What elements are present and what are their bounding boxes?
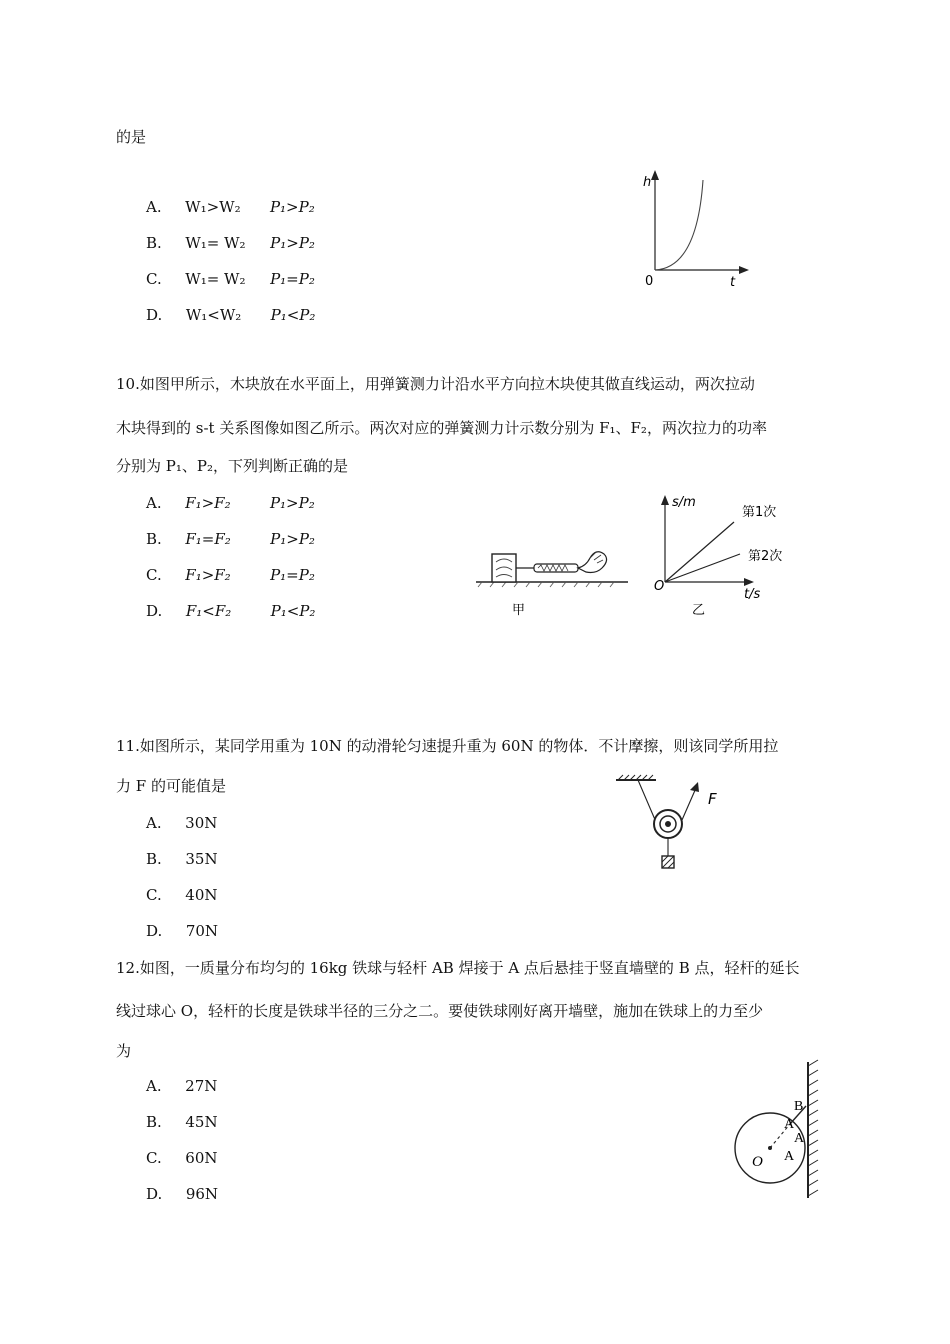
- option-value: 35N: [185, 850, 218, 868]
- option-label: A.: [146, 1077, 162, 1095]
- option-power: P₁>P₂: [270, 234, 315, 252]
- q11-pulley-figure: [610, 770, 730, 875]
- x-axis-label: t: [730, 275, 736, 290]
- rope-pull: [682, 788, 696, 820]
- option-label: B.: [146, 850, 162, 868]
- q12-stem-line-3: 为: [116, 1042, 132, 1060]
- q11-stem-line-1: 11.如图所示，某同学用重为 10N 的动滑轮匀速提升重为 60N 的物体．不计摩擦，则该同学所用拉: [116, 737, 779, 755]
- option-force: F₁<F₂: [185, 602, 232, 620]
- x-axis-arrow: [739, 266, 749, 274]
- q12-option-d[interactable]: [146, 1184, 218, 1204]
- y-axis-label: h: [643, 175, 652, 190]
- option-label: D.: [146, 922, 163, 940]
- h-t-curve: [655, 180, 703, 270]
- q10-option-b[interactable]: [146, 529, 315, 549]
- force-label: F: [708, 790, 717, 808]
- q11-option-d[interactable]: [146, 921, 218, 941]
- q12-option-a[interactable]: [146, 1076, 217, 1096]
- q11-option-a[interactable]: [146, 813, 217, 833]
- option-label: B.: [146, 1113, 162, 1131]
- series-line-2: [665, 554, 740, 582]
- q10-option-c[interactable]: [146, 565, 315, 585]
- option-power: P₁<P₂: [270, 306, 316, 324]
- point-b-label: B: [794, 1099, 804, 1114]
- center-o-label: O: [752, 1154, 763, 1170]
- force-arrow: [690, 782, 699, 792]
- q11-option-b[interactable]: [146, 849, 218, 869]
- option-value: 70N: [185, 922, 219, 940]
- series-line-1: [665, 522, 734, 582]
- option-power: P₁<P₂: [270, 602, 316, 620]
- option-label: C.: [146, 886, 162, 904]
- option-power: P₁=P₂: [270, 566, 315, 584]
- point-a-label-2: A: [794, 1131, 805, 1146]
- y-axis-arrow: [661, 495, 669, 505]
- wood-block: [492, 554, 516, 582]
- caption-jia: 甲: [512, 603, 526, 618]
- q12-option-b[interactable]: [146, 1112, 218, 1132]
- q10-st-graph: [650, 490, 810, 620]
- q9-ht-graph: [635, 168, 765, 293]
- option-label: C.: [146, 1149, 162, 1167]
- option-work: W₁= W₂: [185, 234, 246, 252]
- option-label: B.: [146, 530, 162, 548]
- option-value: 96N: [185, 1185, 219, 1203]
- q9-option-a[interactable]: [146, 197, 315, 217]
- rope-fixed: [638, 780, 656, 822]
- option-force: F₁=F₂: [185, 530, 231, 548]
- option-power: P₁>P₂: [269, 494, 315, 512]
- q9-stem-tail: 的是: [116, 128, 147, 146]
- option-value: 60N: [185, 1149, 218, 1167]
- q10-option-d[interactable]: [146, 601, 315, 621]
- option-label: B.: [146, 234, 162, 252]
- q10-stem-line-2: 木块得到的 s-t 关系图像如图乙所示。两次对应的弹簧测力计示数分别为 F₁、F₂，两次拉力的功率: [116, 419, 767, 437]
- option-work: W₁<W₂: [185, 306, 242, 324]
- option-value: 45N: [185, 1113, 218, 1131]
- option-power: P₁>P₂: [269, 198, 315, 216]
- origin-label: 0: [645, 274, 654, 289]
- option-label: A.: [146, 198, 162, 216]
- point-a-label-3: A: [784, 1149, 795, 1164]
- option-label: A.: [146, 814, 162, 832]
- q12-stem-line-1: 12.如图，一质量分布均匀的 16kg 铁球与轻杆 AB 焊接于 A 点后悬挂于竖直墙壁的 B 点，轻杆的延长: [116, 959, 800, 977]
- q10-stem-line-3: 分别为 P₁、P₂，下列判断正确的是: [116, 457, 348, 475]
- series-label-2: 第2次: [748, 549, 783, 564]
- option-work: W₁>W₂: [185, 198, 241, 216]
- q11-option-c[interactable]: [146, 885, 218, 905]
- series-label-1: 第1次: [742, 505, 777, 520]
- x-axis-arrow: [744, 578, 754, 586]
- option-value: 30N: [185, 814, 218, 832]
- q12-stem-line-2: 线过球心 O，轻杆的长度是铁球半径的三分之二。要使铁球刚好离开墙壁，施加在铁球上的力至少: [116, 1002, 764, 1020]
- option-work: W₁= W₂: [185, 270, 246, 288]
- point-a-label: A: [784, 1117, 795, 1132]
- option-power: P₁=P₂: [270, 270, 315, 288]
- option-value: 27N: [185, 1077, 218, 1095]
- q10-option-a[interactable]: [146, 493, 315, 513]
- q12-option-c[interactable]: [146, 1148, 218, 1168]
- q9-option-d[interactable]: [146, 305, 315, 325]
- option-label: C.: [146, 566, 162, 584]
- y-axis-arrow: [651, 170, 659, 180]
- q11-stem-line-2: 力 F 的可能值是: [116, 777, 226, 795]
- q9-option-c[interactable]: [146, 269, 315, 289]
- option-label: D.: [146, 1185, 163, 1203]
- ball-center: [768, 1146, 772, 1150]
- q9-option-b[interactable]: [146, 233, 315, 253]
- option-power: P₁>P₂: [270, 530, 315, 548]
- q10-stem-line-1: 10.如图甲所示，木块放在水平面上，用弹簧测力计沿水平方向拉木块使其做直线运动，两次拉动: [116, 375, 755, 393]
- option-force: F₁>F₂: [185, 494, 231, 512]
- option-label: D.: [146, 602, 163, 620]
- hand: [578, 552, 607, 573]
- option-force: F₁>F₂: [185, 566, 231, 584]
- origin-label: O: [654, 579, 665, 594]
- option-label: D.: [146, 306, 163, 324]
- option-label: C.: [146, 270, 162, 288]
- q10-figure-jia: [472, 540, 632, 620]
- caption-yi: 乙: [692, 603, 706, 618]
- option-value: 40N: [185, 886, 218, 904]
- x-axis-label: t/s: [744, 587, 761, 602]
- option-label: A.: [146, 494, 162, 512]
- wall-hatch: [808, 1060, 818, 1196]
- y-axis-label: s/m: [672, 495, 696, 510]
- q12-ball-wall-figure: [728, 1058, 828, 1203]
